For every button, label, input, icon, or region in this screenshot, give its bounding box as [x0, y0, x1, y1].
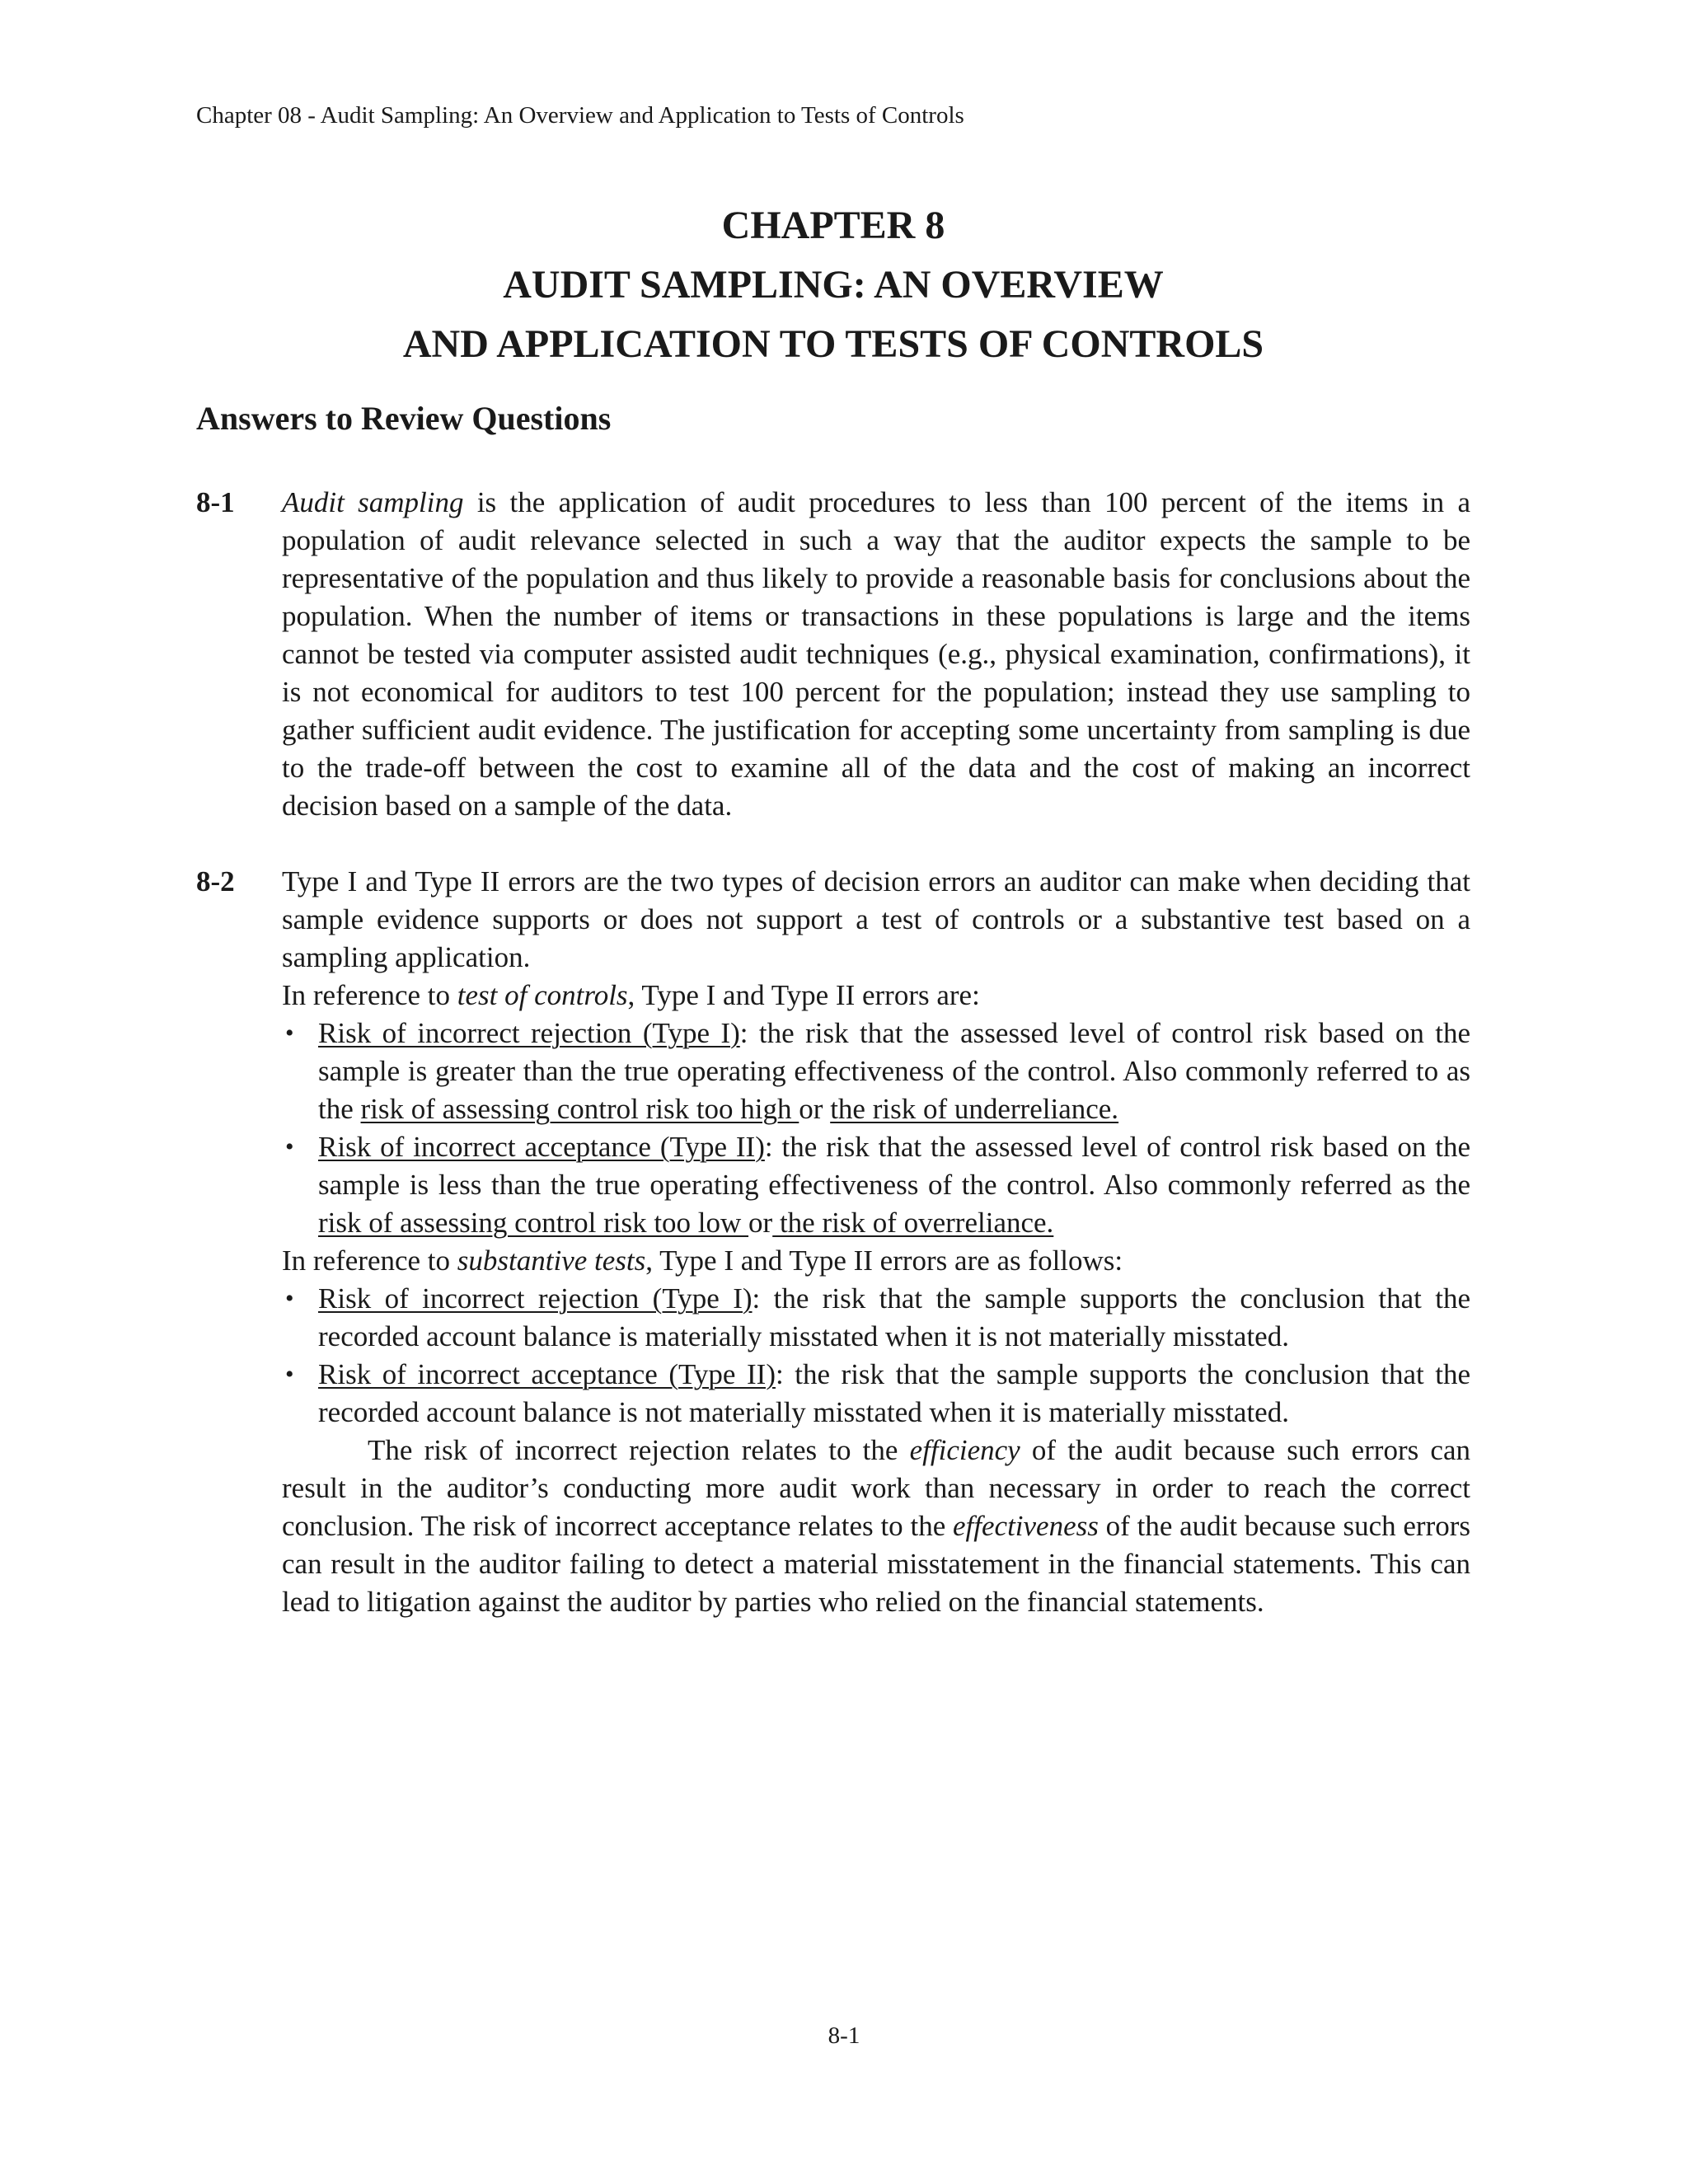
term-effectiveness: effectiveness — [953, 1510, 1099, 1542]
chapter-title-line-1: CHAPTER 8 — [721, 204, 945, 247]
bullet-text: : the risk that the assessed level of control risk based on the sample is less than the true operating effectiveness of the control. Also commonly referred as the — [318, 1131, 1470, 1201]
substantive-bullets — [282, 1280, 1470, 1432]
controls-bullets — [282, 1015, 1470, 1242]
substantive-intro — [282, 1242, 1470, 1280]
question-number: 8-1 — [196, 486, 235, 518]
bullet-joiner: or — [748, 1207, 773, 1239]
answers-list — [196, 484, 1470, 1621]
bullet-joiner: or — [799, 1093, 831, 1125]
bullet-alt-term: the risk of underreliance. — [830, 1093, 1119, 1125]
chapter-title — [196, 196, 1470, 374]
chapter-title-line-2: AUDIT SAMPLING: AN OVERVIEW — [503, 263, 1164, 307]
section-heading: Answers to Review Questions — [196, 400, 612, 437]
closing-paragraph — [282, 1432, 1470, 1621]
term-test-of-controls: test of controls — [457, 979, 628, 1011]
controls-prefix: In reference to — [282, 979, 457, 1011]
answer-8-2 — [196, 863, 1470, 1621]
controls-intro — [282, 977, 1470, 1015]
page-number: 8-1 — [828, 2022, 860, 2049]
closing-part-2: of the audit because such errors can result in the auditor’s conducting more audit work than necessary in order to reach the correct conclusion. The risk of incorrect acceptance relates to the — [282, 1434, 1470, 1542]
answer-body — [282, 863, 1470, 1621]
list-item — [282, 1015, 1470, 1128]
bullet-alt-term: risk of assessing control risk too high — [360, 1093, 799, 1125]
bullet-icon: • — [285, 1019, 294, 1047]
answer-8-1 — [196, 484, 1470, 825]
term-efficiency: efficiency — [909, 1434, 1020, 1466]
term-audit-sampling: Audit sampling — [282, 486, 464, 518]
bullet-alt-term: risk of assessing control risk too low — [318, 1207, 749, 1239]
answer-text: is the application of audit procedures to less than 100 percent of the items in a population of audit relevance selected in such a way that the auditor expects the sample to be representative of the population and thus likely to provide a reasonable basis for conclusions about the population. When the number of items or transactions in these populations is large and the items cannot be tested via computer assisted audit techniques (e.g., physical examination, confirmations), it is not economical for auditors to test 100 percent for the population; instead they use sampling to gather sufficient audit evidence. The justification for accepting some uncertainty from sampling is due to the trade-off between the cost to examine all of the data and the cost of making an incorrect decision based on a sample of the data. — [282, 486, 1470, 822]
closing-part-3: of the audit because such errors can result in the auditor failing to detect a material misstatement in the financial statements. This can lead to litigation against the auditor by parties who relied on the financial statements. — [282, 1510, 1471, 1618]
bullet-text: : the risk that the sample supports the conclusion that the recorded account balance is not materially misstated when it is materially misstated. — [318, 1358, 1470, 1428]
question-number: 8-2 — [196, 865, 235, 898]
running-header: Chapter 08 - Audit Sampling: An Overview and Application to Tests of Controls — [196, 102, 964, 129]
bullet-label: Risk of incorrect acceptance (Type II) — [318, 1131, 765, 1163]
term-substantive-tests: substantive tests — [457, 1244, 646, 1277]
controls-suffix: , Type I and Type II errors are: — [627, 979, 980, 1011]
bullet-alt-term: the risk of overreliance. — [772, 1207, 1054, 1239]
substantive-suffix: , Type I and Type II errors are as follows: — [645, 1244, 1123, 1277]
bullet-label: Risk of incorrect acceptance (Type II) — [318, 1358, 776, 1390]
bullet-text: : the risk that the assessed level of control risk based on the sample is greater than the true operating effectiveness of the control. Also commonly referred to as the — [318, 1017, 1471, 1125]
bullet-icon: • — [285, 1361, 294, 1388]
bullet-icon: • — [285, 1285, 294, 1312]
chapter-title-line-3: AND APPLICATION TO TESTS OF CONTROLS — [402, 322, 1264, 366]
bullet-icon: • — [285, 1133, 294, 1160]
list-item — [282, 1280, 1470, 1356]
bullet-label: Risk of incorrect rejection (Type I) — [318, 1282, 753, 1315]
answer-body — [282, 484, 1470, 825]
list-item — [282, 1128, 1470, 1242]
substantive-prefix: In reference to — [282, 1244, 457, 1277]
answer-paragraph — [282, 484, 1470, 825]
answer-intro: Type I and Type II errors are the two types of decision errors an auditor can make when deciding that sample evidence supports or does not support a test of controls or a substantive test based on a sampling application. — [282, 865, 1470, 973]
list-item — [282, 1356, 1470, 1432]
bullet-label: Risk of incorrect rejection (Type I) — [318, 1017, 740, 1049]
bullet-text: : the risk that the sample supports the conclusion that the recorded account balance is materially misstated when it is not materially misstated. — [318, 1282, 1471, 1352]
closing-part-1: The risk of incorrect rejection relates to the — [368, 1434, 910, 1466]
